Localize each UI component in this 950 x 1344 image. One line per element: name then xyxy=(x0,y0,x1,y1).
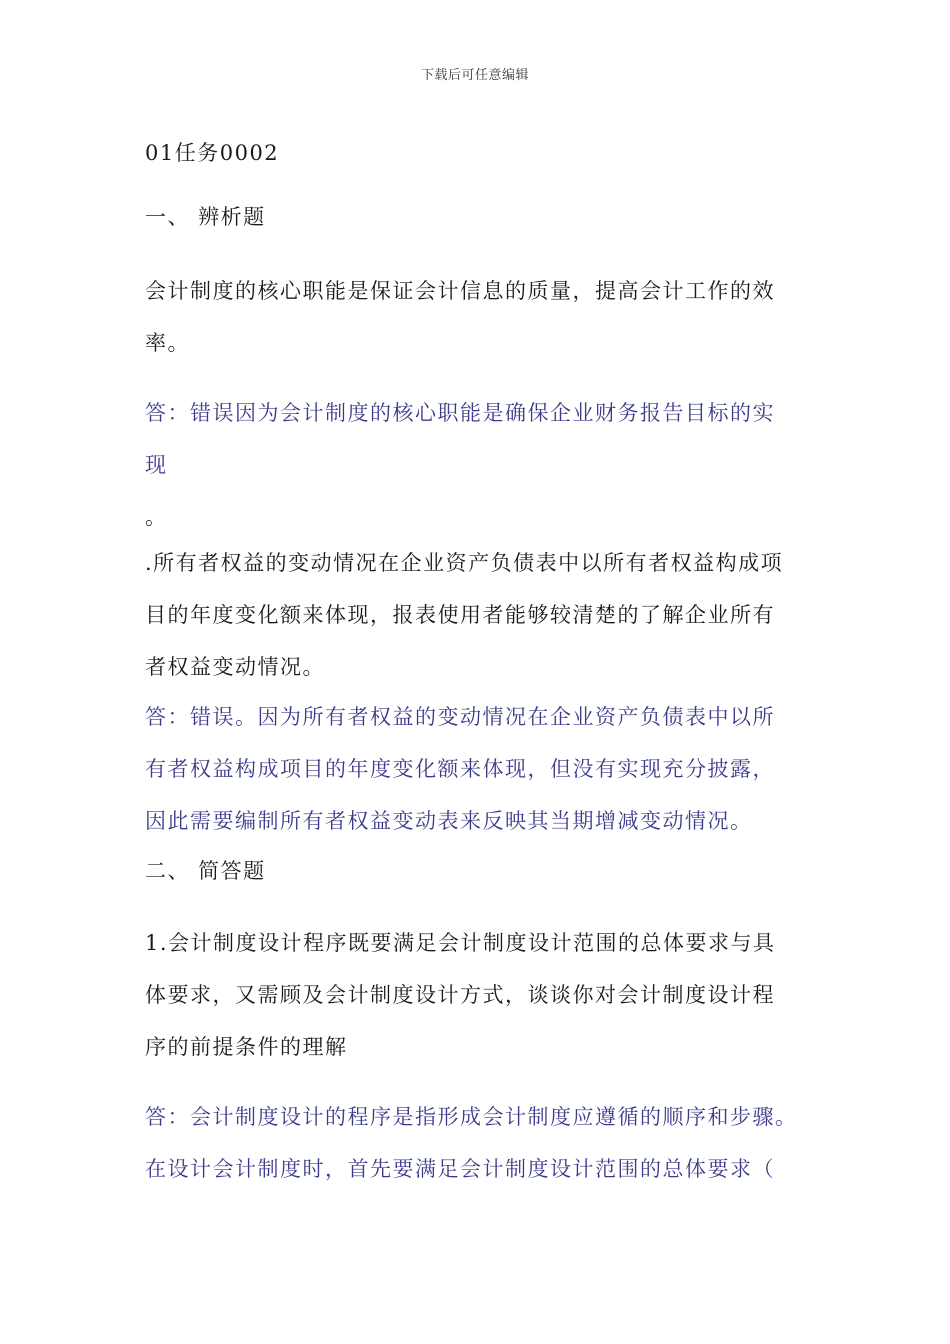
answer-3-line-2: 在设计会计制度时，首先要满足会计制度设计范围的总体要求（ xyxy=(145,1157,775,1181)
answer-1-line-1: 答：错误因为会计制度的核心职能是确保企业财务报告目标的实 xyxy=(145,401,775,425)
answer-3-line-1: 答：会计制度设计的程序是指形成会计制度应遵循的顺序和步骤。 xyxy=(145,1105,798,1129)
answer-2-line-1: 答：错误。因为所有者权益的变动情况在企业资产负债表中以所 xyxy=(145,705,775,729)
answer-2-line-3: 因此需要编制所有者权益变动表来反映其当期增减变动情况。 xyxy=(145,809,753,833)
section-heading-1: 一、 辨析题 xyxy=(145,205,266,229)
question-3-line-1: 1.会计制度设计程序既要满足会计制度设计范围的总体要求与具 xyxy=(145,931,776,955)
document-title: 01任务0002 xyxy=(145,141,280,165)
header-note: 下载后可任意编辑 xyxy=(420,68,529,83)
answer-1-line-3: 。 xyxy=(145,505,168,529)
question-2-line-2: 目的年度变化额来体现，报表使用者能够较清楚的了解企业所有 xyxy=(145,603,775,627)
question-3-line-2: 体要求，又需顾及会计制度设计方式，谈谈你对会计制度设计程 xyxy=(145,983,775,1007)
section-heading-2: 二、 简答题 xyxy=(145,859,266,883)
question-3-line-3: 序的前提条件的理解 xyxy=(145,1035,348,1059)
question-2-line-3: 者权益变动情况。 xyxy=(145,655,325,679)
question-1-line-2: 率。 xyxy=(145,331,190,355)
answer-1-line-2: 现 xyxy=(145,453,168,477)
question-1-line-1: 会计制度的核心职能是保证会计信息的质量，提高会计工作的效 xyxy=(145,279,775,303)
question-2-line-1: .所有者权益的变动情况在企业资产负债表中以所有者权益构成项 xyxy=(145,551,784,575)
answer-2-line-2: 有者权益构成项目的年度变化额来体现，但没有实现充分披露， xyxy=(145,757,775,781)
